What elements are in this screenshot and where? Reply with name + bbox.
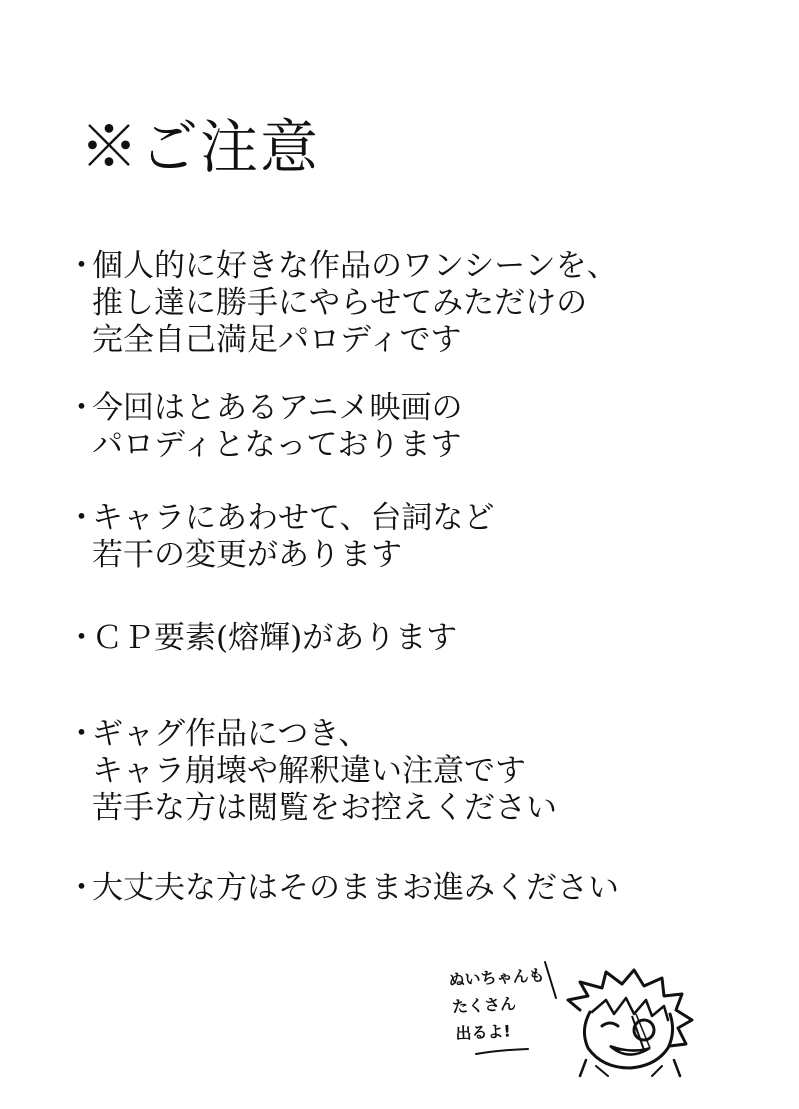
speech-line: ぬいちゃんも — [448, 965, 546, 990]
notice-item-3 — [66, 500, 766, 574]
page-title: ※ご注意 — [80, 113, 321, 181]
notice-line: ギャグ作品につき、 — [92, 716, 370, 752]
bullet-icon: ・ — [66, 620, 97, 656]
notice-line: 推し達に勝手にやらせてみただけの — [92, 285, 588, 321]
notice-line: 個人的に好きな作品のワンシーンを、 — [92, 248, 618, 284]
notice-item-5 — [66, 716, 766, 827]
notice-line: 若干の変更があります — [92, 537, 402, 573]
bullet-icon: ・ — [66, 716, 97, 752]
notice-line: 今回はとあるアニメ映画の — [92, 390, 463, 426]
bullet-icon: ・ — [66, 390, 97, 426]
notice-line: ＣＰ要素(熔輝)があります — [92, 620, 458, 656]
speech-line: 出るよ! — [454, 1021, 512, 1044]
notice-line: キャラにあわせて、台詞など — [92, 500, 495, 536]
notice-item-6 — [66, 870, 766, 907]
mascot-corner — [430, 950, 730, 1080]
speech-line: たくさん — [451, 994, 517, 1017]
notice-item-2 — [66, 390, 766, 464]
notice-line: 苦手な方は閲覧をお控えください — [92, 790, 557, 826]
notice-line: 完全自己満足パロディです — [92, 322, 462, 358]
notice-item-4 — [66, 620, 766, 657]
chibi-face-doodle-icon — [430, 950, 730, 1080]
notice-line: キャラ崩壊や解釈違い注意です — [92, 753, 526, 789]
bullet-icon: ・ — [66, 870, 97, 906]
bullet-icon: ・ — [66, 500, 97, 536]
notice-line: 大丈夫な方はそのままお進みください — [92, 870, 619, 906]
bullet-icon: ・ — [66, 248, 97, 284]
notice-line: パロディとなっております — [92, 427, 462, 463]
notice-item-1 — [66, 248, 766, 359]
